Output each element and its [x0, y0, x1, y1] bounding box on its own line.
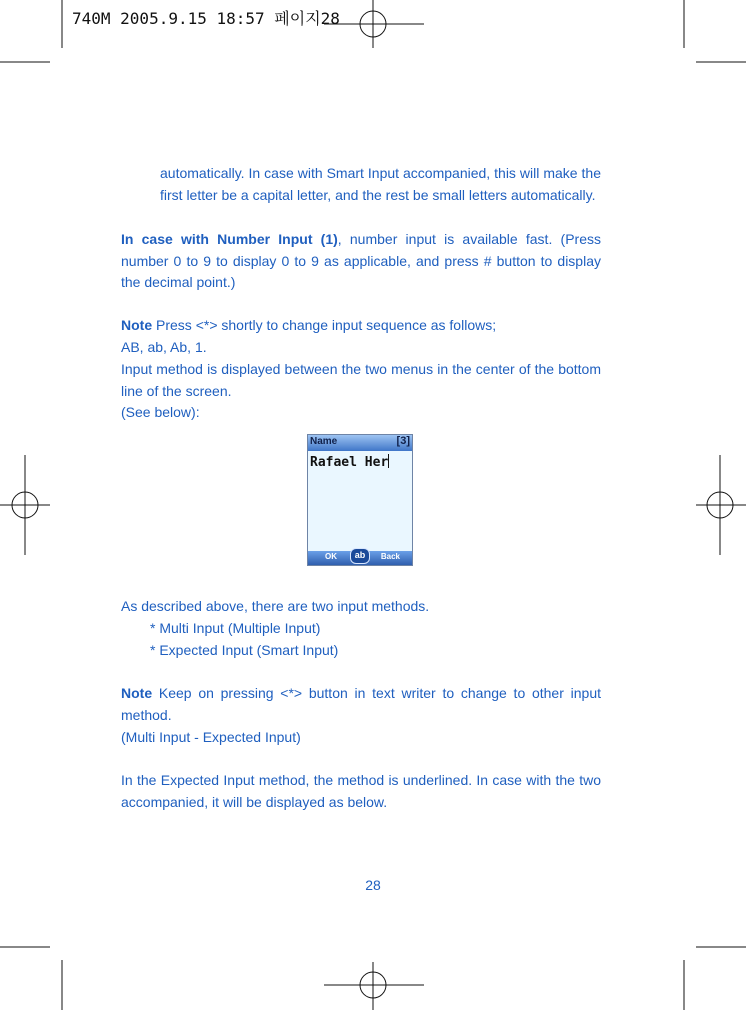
phone-char-counter: [3]: [396, 435, 410, 447]
number-input-heading: In case with Number Input (1): [121, 231, 338, 247]
paragraph-number-input: [121, 229, 601, 294]
input-mode-indicator: ab: [350, 548, 370, 564]
text-cursor: [388, 454, 389, 468]
note-text: Keep on pressing <*> button in text writer to change to other input method.: [121, 685, 601, 723]
phone-title-bar: [308, 435, 412, 451]
input-sequence: AB, ab, Ab, 1.: [121, 339, 207, 355]
paragraph-expected-underlined: In the Expected Input method, the method is underlined. In case with the two accompanied, it will be displayed as below.: [121, 772, 601, 810]
page-number: 28: [365, 877, 381, 893]
note-change-method: [121, 683, 601, 726]
note-text: Press <*> shortly to change input sequence as follows;: [152, 317, 497, 333]
method-sequence: (Multi Input - Expected Input): [121, 729, 301, 745]
softkey-back: Back: [380, 552, 400, 561]
note-label: Note: [121, 685, 153, 701]
number-input-text: , number input is available fast. (Press number 0 to 9 to display 0 to 9 as applicable, and press # button to display the decimal point.): [121, 231, 601, 290]
see-below: (See below):: [121, 404, 200, 420]
print-header: 740M 2005.9.15 18:57 페이지28: [72, 9, 340, 28]
note-sequence: [121, 315, 601, 337]
note-label: Note: [121, 317, 153, 333]
bullet-multi-input: * Multi Input (Multiple Input): [150, 620, 321, 636]
phone-softkey-bar: [308, 551, 412, 565]
phone-screen-illustration: [307, 434, 413, 566]
phone-title: Name: [310, 436, 338, 447]
paragraph-two-methods: As described above, there are two input methods.: [121, 598, 430, 614]
paragraph-smart-input: automatically. In case with Smart Input accompanied, this will make the first letter be a capital letter, and the rest be small letters automatically.: [160, 165, 601, 203]
phone-text-entry: [310, 454, 389, 470]
phone-entered-text: Rafael Her: [310, 455, 389, 470]
paragraph-input-method-display: Input method is displayed between the two menus in the center of the bottom line of the screen.: [121, 361, 601, 399]
softkey-ok: OK: [325, 552, 337, 561]
bullet-expected-input: * Expected Input (Smart Input): [150, 642, 339, 658]
